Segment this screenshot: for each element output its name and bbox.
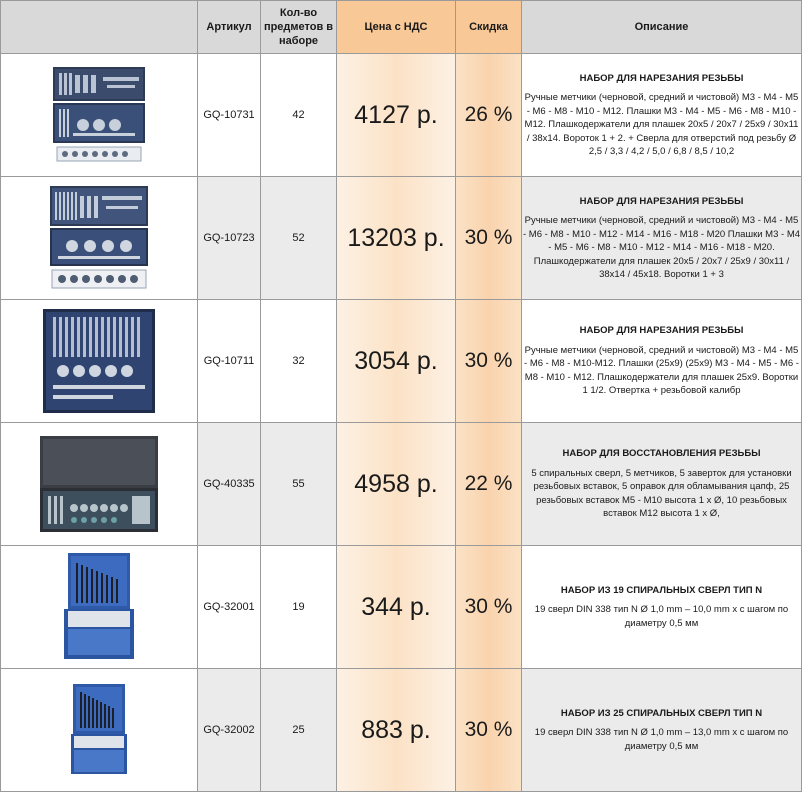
product-image [1,546,198,669]
header-qty: Кол-во предметов в наборе [261,1,337,54]
description-cell [522,423,802,546]
drill-bit-case-icon [71,684,127,776]
description-cell [522,54,802,177]
header-sku: Артикул [198,1,261,54]
sku-cell: GQ-40335 [198,423,261,546]
header-description: Описание [522,1,802,54]
thread-repair-kit-case-icon [40,436,158,532]
header-discount: Скидка [456,1,522,54]
sku-cell: GQ-32001 [198,546,261,669]
tap-die-set-case-icon [53,67,145,163]
product-image [1,669,198,792]
description-body: 19 сверл DIN 338 тип N Ø 1,0 mm – 13,0 mm х с шагом по диаметру 0,5 мм [534,727,789,752]
description-title: НАБОР ДЛЯ ВОССТАНОВЛЕНИЯ РЕЗЬБЫ [562,448,761,460]
qty-cell: 32 [261,300,337,423]
table-row [1,546,802,669]
description-title: НАБОР ИЗ 25 СПИРАЛЬНЫХ СВЕРЛ ТИП N [560,707,763,719]
discount-cell: 22 % [456,423,522,546]
discount-cell: 30 % [456,546,522,669]
price-cell: 4958 р. [337,423,456,546]
discount-cell: 30 % [456,669,522,792]
description-cell [522,546,802,669]
table-row [1,54,802,177]
price-cell: 4127 р. [337,54,456,177]
product-image [1,177,198,300]
table-row [1,300,802,423]
qty-cell: 55 [261,423,337,546]
description-cell [522,177,802,300]
sku-cell: GQ-10723 [198,177,261,300]
qty-cell: 52 [261,177,337,300]
tap-die-set-case-icon [50,186,148,290]
discount-cell: 30 % [456,300,522,423]
description-title: НАБОР ДЛЯ НАРЕЗАНИЯ РЕЗЬБЫ [579,72,744,84]
tap-die-set-case-icon [43,309,155,413]
price-cell: 3054 р. [337,300,456,423]
header-row [1,1,802,54]
description-cell [522,669,802,792]
description-cell [522,300,802,423]
table-row [1,669,802,792]
description-body: Ручные метчики (черновой, средний и чистовой) М3 - М4 - М5 - М6 - М8 - М10 - М12. Плашки М3 - М4 - М5 - М6 - М8 - М10 - М12. Плашкодержатели для плашек 20х5 / 20х7 / 25х9 / 30х11 / 38х14. Вороток 1 + 2. + Сверла для отверстий под резьбу Ø 2,5 / 3,3 / 4,2 / 5,0 / 6,8 / 8,5 / 10,2 [524,92,799,157]
qty-cell: 25 [261,669,337,792]
sku-cell: GQ-10731 [198,54,261,177]
discount-cell: 26 % [456,54,522,177]
description-body: Ручные метчики (черновой, средний и чистовой) М3 - М4 - М5 - М6 - М8 - М10-М12. Плашки (25х9) (25х9) М3 - М4 - М5 - М6 - М8 - М10 - М12. Плашкодержатели для плашек 25х9. Воротки 1 1/2. Отвертка + резьбовой калибр [524,344,799,397]
description-title: НАБОР ИЗ 19 СПИРАЛЬНЫХ СВЕРЛ ТИП N [560,584,763,596]
description-body: 5 спиральных сверл, 5 метчиков, 5 заверток для установки резьбовых вставок, 5 оправок для обламывания цапф, 25 резьбовых вставок М5 - М10 высота 1 х Ø, 10 резьбовых вставок М12 высота 1 х Ø, [531,467,792,520]
header-image [1,1,198,54]
price-cell: 13203 р. [337,177,456,300]
product-image [1,423,198,546]
product-image [1,54,198,177]
drill-bit-case-icon [64,553,134,661]
description-title: НАБОР ДЛЯ НАРЕЗАНИЯ РЕЗЬБЫ [579,325,744,337]
qty-cell: 42 [261,54,337,177]
table-row [1,423,802,546]
header-price: Цена с НДС [337,1,456,54]
sku-cell: GQ-10711 [198,300,261,423]
description-body: 19 сверл DIN 338 тип N Ø 1,0 mm – 10,0 mm х с шагом по диаметру 0,5 мм [534,604,789,629]
product-image [1,300,198,423]
table-row [1,177,802,300]
discount-cell: 30 % [456,177,522,300]
description-title: НАБОР ДЛЯ НАРЕЗАНИЯ РЕЗЬБЫ [579,195,744,207]
price-cell: 344 р. [337,546,456,669]
description-body: Ручные метчики (черновой, средний и чистовой) М3 - М4 - М5 - М6 - М8 - М10 - М12 - М14 - М16 - М18 - М20 Плашки М3 - М4 - М5 - М6 - М8 - М10 - М12 - М14 - М16 - М18 - М20. Плашкодержатели для плашек 20х5 / 20х7 / 25х9 / 30х11 / 38х14 / 45х18. Воротки 1 + 3 [522,215,801,280]
price-cell: 883 р. [337,669,456,792]
qty-cell: 19 [261,546,337,669]
sku-cell: GQ-32002 [198,669,261,792]
